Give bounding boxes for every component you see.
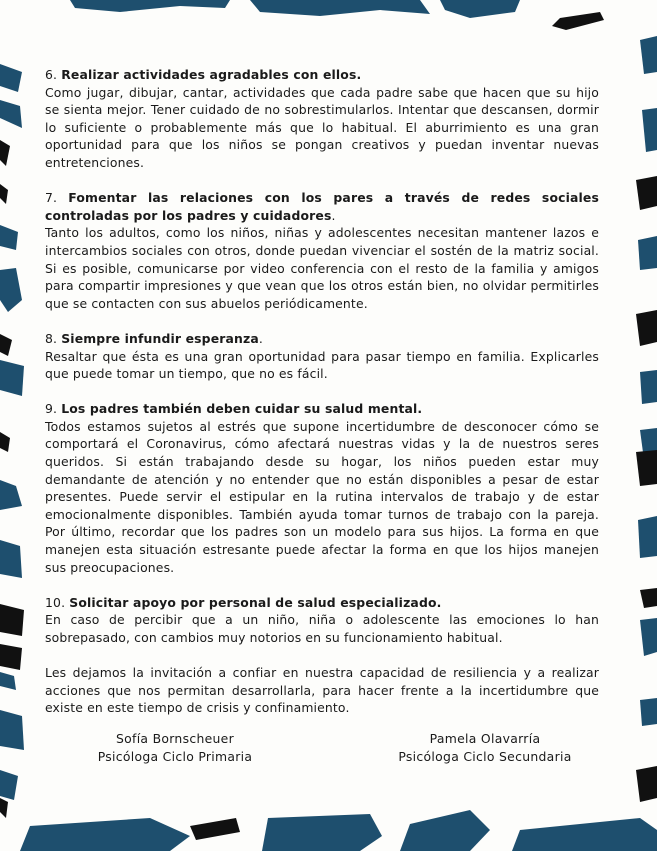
signature-role: Psicóloga Ciclo Secundaria bbox=[398, 748, 572, 764]
tip-body: Como jugar, dibujar, cantar, actividades que cada padre sabe que hacen que su hijo se sienta mejor. Tener cuidado de no sobrestimularlos. Intentar que descansen, dormir lo suficiente o probablemente más que lo habitual. El aburrimiento es una gran oportunidad para que los niños se pongan creativos y puedan inventar nuevas entretenciones. bbox=[45, 84, 599, 170]
tip-heading bbox=[45, 330, 599, 348]
tip-title: Siempre infundir esperanza bbox=[61, 330, 259, 346]
signature-left bbox=[80, 730, 270, 765]
tip-body: Resaltar que ésta es una gran oportunidad para pasar tiempo en familia. Explicarles que puede tomar un tiempo, que no es fácil. bbox=[45, 348, 599, 382]
tip-heading bbox=[45, 400, 599, 418]
tip-title-suffix: . bbox=[331, 207, 336, 223]
signature-role: Psicóloga Ciclo Primaria bbox=[97, 748, 253, 764]
signature-right bbox=[380, 730, 590, 765]
tip-heading bbox=[45, 594, 599, 612]
tip-title-suffix: . bbox=[258, 330, 263, 346]
tip-title: Fomentar las relaciones con los pares a través de redes sociales controladas por los padres y cuidadores bbox=[45, 190, 599, 223]
tip-body: En caso de percibir que a un niño, niña o adolescente las emociones lo han sobrepasado, con cambios muy notorios en su funcionamiento habitual. bbox=[45, 612, 599, 645]
tip-section-8 bbox=[45, 330, 599, 383]
tip-number: 7. bbox=[45, 190, 58, 206]
tip-title: Solicitar apoyo por personal de salud especializado. bbox=[69, 594, 442, 610]
tip-number: 9. bbox=[45, 401, 58, 417]
tip-section-9 bbox=[45, 400, 599, 576]
tip-title: Los padres también deben cuidar su salud mental. bbox=[61, 401, 423, 417]
signature-name: Pamela Olavarría bbox=[429, 731, 541, 746]
tip-section-7 bbox=[45, 189, 599, 312]
tip-section-6 bbox=[45, 66, 599, 172]
document-body bbox=[45, 66, 599, 735]
tip-number: 10. bbox=[45, 594, 66, 610]
tip-body: Tanto los adultos, como los niños, niñas y adolescentes necesitan mantener lazos e intercambios sociales con otros, donde puedan vivenciar el sostén de la matriz social. Si es posible, comunicarse por video conferencia con el resto de la familia y amigos para compartir impresiones y que vean que los otros están bien, no olvidar permitirles que se contacten con sus abuelos periódicamente. bbox=[45, 225, 599, 311]
closing-paragraph: Les dejamos la invitación a confiar en nuestra capacidad de resiliencia y a realizar acciones que nos permitan desarrollarla, para hacer frente a la incertidumbre que existe en este tiempo de crisis y confinamiento. bbox=[45, 665, 599, 716]
tip-heading bbox=[45, 189, 599, 224]
signature-name: Sofía Bornscheuer bbox=[115, 731, 234, 746]
tip-number: 8. bbox=[45, 330, 58, 346]
tip-body: Todos estamos sujetos al estrés que supone incertidumbre de desconocer cómo se comportará el Coronavirus, cómo afectará nuestras vidas y la de nuestros seres queridos. Si están trabajando desde su hogar, los niños pueden estar muy demandante de atención y no entender que no están disponibles a pesar de estar presentes. Puede servir el estipular en la rutina intervalos de trabajo y de estar emocionalmente disponibles. También ayuda tomar turnos de trabajo con la pareja. Por último, recordar que los padres son un modelo para sus hijos. La forma en que manejen esta situación estresante puede afectar la forma en que los hijos manejen sus preocupaciones. bbox=[45, 418, 599, 575]
tip-number: 6. bbox=[45, 67, 58, 82]
tip-heading bbox=[45, 66, 599, 84]
tip-title: Realizar actividades agradables con ellos. bbox=[61, 67, 362, 82]
tip-section-10 bbox=[45, 594, 599, 647]
